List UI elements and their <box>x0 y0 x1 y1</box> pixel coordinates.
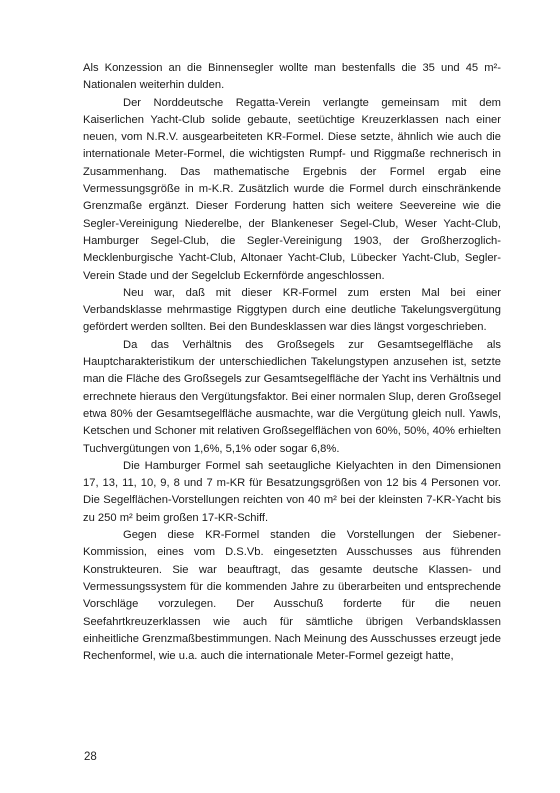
page-body <box>83 60 501 665</box>
paragraph-5: Die Hamburger Formel sah seetaugliche Kielyachten in den Dimensionen 17, 13, 11, 10, 9, 8 und 7 m-KR für Besatzungsgrößen von 12 bis 4 Personen vor. Die Segelflächen-Vorstellungen reichten von 40 m² bei der kleinsten 7-KR-Yacht bis zu 250 m² beim großen 17-KR-Schiff. <box>83 459 501 524</box>
paragraph-6: Gegen diese KR-Formel standen die Vorstellungen der Siebener-Kommission, eines vom D.S.Vb. eingesetzten Ausschusses aus führenden Konstrukteuren. Sie war beauftragt, das gesamte deutsche Klassen- und Vermessungssystem für die kommenden Jahre zu überarbeiten und entsprechende Vorschläge vorzulegen. Der Ausschuß forderte für die neuen Seefahrtkreuzerklassen wie auch für sämtliche übrigen Verbandsklassen einheitliche Grenzmaßbestimmungen. Nach Meinung des Ausschusses erzeugt jede Rechenformel, wie u.a. auch die internationale Meter-Formel gezeigt hatte, <box>83 529 501 663</box>
paragraph-2: Der Norddeutsche Regatta-Verein verlangte gemeinsam mit dem Kaiserlichen Yacht-Club solide gebaute, seetüchtige Kreuzerklassen nach einer neuen, vom N.R.V. ausgearbeiteten KR-Formel. Diese setzte, ähnlich wie auch die internationale Meter-Formel, die wichtigsten Rumpf- und Riggmaße rechnerisch in Zusammenhang. Das mathematische Ergebnis der Formel ergab eine Vermessungsgröße in m-K.R. Zusätzlich wurde die Formel durch einschränkende Grenzmaße ergänzt. Dieser Forderung hatten sich weitere Seevereine wie die Segler-Vereinigung Niederelbe, der Blankeneser Segel-Club, Weser Yacht-Club, Hamburger Segel-Club, die Segler-Vereinigung 1903, der Großherzoglich-Mecklenburgische Yacht-Club, Altonaer Yacht-Club, Lübecker Yacht-Club, Segler-Verein Stade und der Segelclub Eckernförde angeschlossen. <box>83 96 501 282</box>
paragraph-4: Da das Verhältnis des Großsegels zur Gesamtsegelfläche als Hauptcharakteristikum der unterschiedlichen Takelungstypen anzusehen ist, setzte man die Fläche des Großsegels zur Gesamtsegelfläche der Yacht ins Verhältnis und errechnete hieraus den Vergütungsfaktor. Bei einer normalen Slup, deren Großsegel etwa 80% der Gesamtsegelfläche ausmachte, war die Vergütung gleich null. Yawls, Ketschen und Schoner mit relativen Großsegelflächen von 60%, 50%, 40% erhielten Tuchvergütungen von 1,6%, 5,1% oder sogar 6,8%. <box>83 338 501 455</box>
page-number: 28 <box>84 751 97 763</box>
paragraph-1: Als Konzession an die Binnensegler wollte man bestenfalls die 35 und 45 m²-Nationalen weiterhin dulden. <box>83 62 501 92</box>
paragraph-3: Neu war, daß mit dieser KR-Formel zum ersten Mal bei einer Verbandsklasse mehrmastige Riggtypen durch eine deutliche Takelungsvergütung gefördert werden sollten. Bei den Bundesklassen war dies längst vorgeschrieben. <box>83 286 501 334</box>
